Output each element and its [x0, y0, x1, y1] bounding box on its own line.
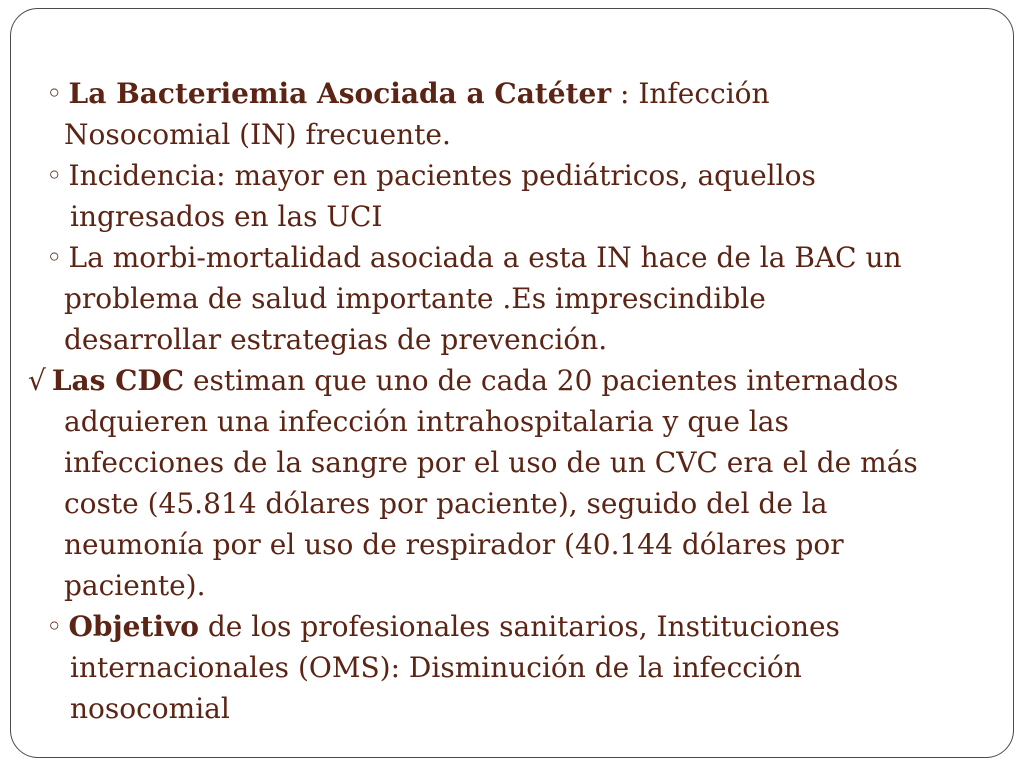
- paragraph-line: nosocomial: [70, 692, 230, 725]
- paragraph-line: [46, 237, 1006, 278]
- paragraph-objetivo: [46, 606, 1006, 729]
- paragraph-morbi-mortalidad: [46, 237, 1006, 360]
- paragraph-line: desarrollar estrategias de prevención.: [64, 323, 608, 356]
- paragraph-line: [28, 360, 1006, 401]
- paragraph-cdc: [28, 360, 1006, 606]
- paragraph-text: estiman que uno de cada 20 pacientes internados: [184, 364, 899, 397]
- paragraph-line: paciente).: [64, 569, 206, 602]
- circle-bullet-icon: ◦: [46, 610, 63, 643]
- paragraph-text: Incidencia: mayor en pacientes pediátricos, aquellos: [68, 159, 816, 192]
- paragraph-line: Nosocomial (IN) frecuente.: [64, 118, 451, 151]
- circle-bullet-icon: ◦: [46, 77, 63, 110]
- bold-term: Las CDC: [51, 364, 185, 397]
- paragraph-text: La morbi-mortalidad asociada a esta IN hace de la BAC un: [68, 241, 902, 274]
- paragraph-line: infecciones de la sangre por el uso de un CVC era el de más: [64, 446, 918, 479]
- bold-term: La Bacteriemia Asociada a Catéter: [68, 77, 612, 110]
- check-bullet-icon: √: [28, 364, 46, 397]
- paragraph-line: adquieren una infección intrahospitalaria y que las: [64, 405, 789, 438]
- bold-term: Objetivo: [68, 610, 199, 643]
- slide-body: [28, 73, 1006, 729]
- paragraph-text: de los profesionales sanitarios, Instituciones: [198, 610, 840, 643]
- paragraph-line: [46, 606, 1006, 647]
- paragraph-incidencia: [46, 155, 1006, 237]
- paragraph-line: problema de salud importante .Es imprescindible: [64, 282, 766, 315]
- circle-bullet-icon: ◦: [46, 159, 63, 192]
- paragraph-line: internacionales (OMS): Disminución de la infección: [70, 651, 802, 684]
- slide-frame: [10, 8, 1014, 758]
- paragraph-line: neumonía por el uso de respirador (40.144 dólares por: [64, 528, 844, 561]
- paragraph-line: ingresados en las UCI: [70, 200, 383, 233]
- paragraph-line: [46, 155, 1006, 196]
- paragraph-line: [46, 73, 1006, 114]
- paragraph-text: : Infección: [611, 77, 770, 110]
- circle-bullet-icon: ◦: [46, 241, 63, 274]
- paragraph-line: coste (45.814 dólares por paciente), seguido del de la: [64, 487, 828, 520]
- paragraph-bacteriemia: [46, 73, 1006, 155]
